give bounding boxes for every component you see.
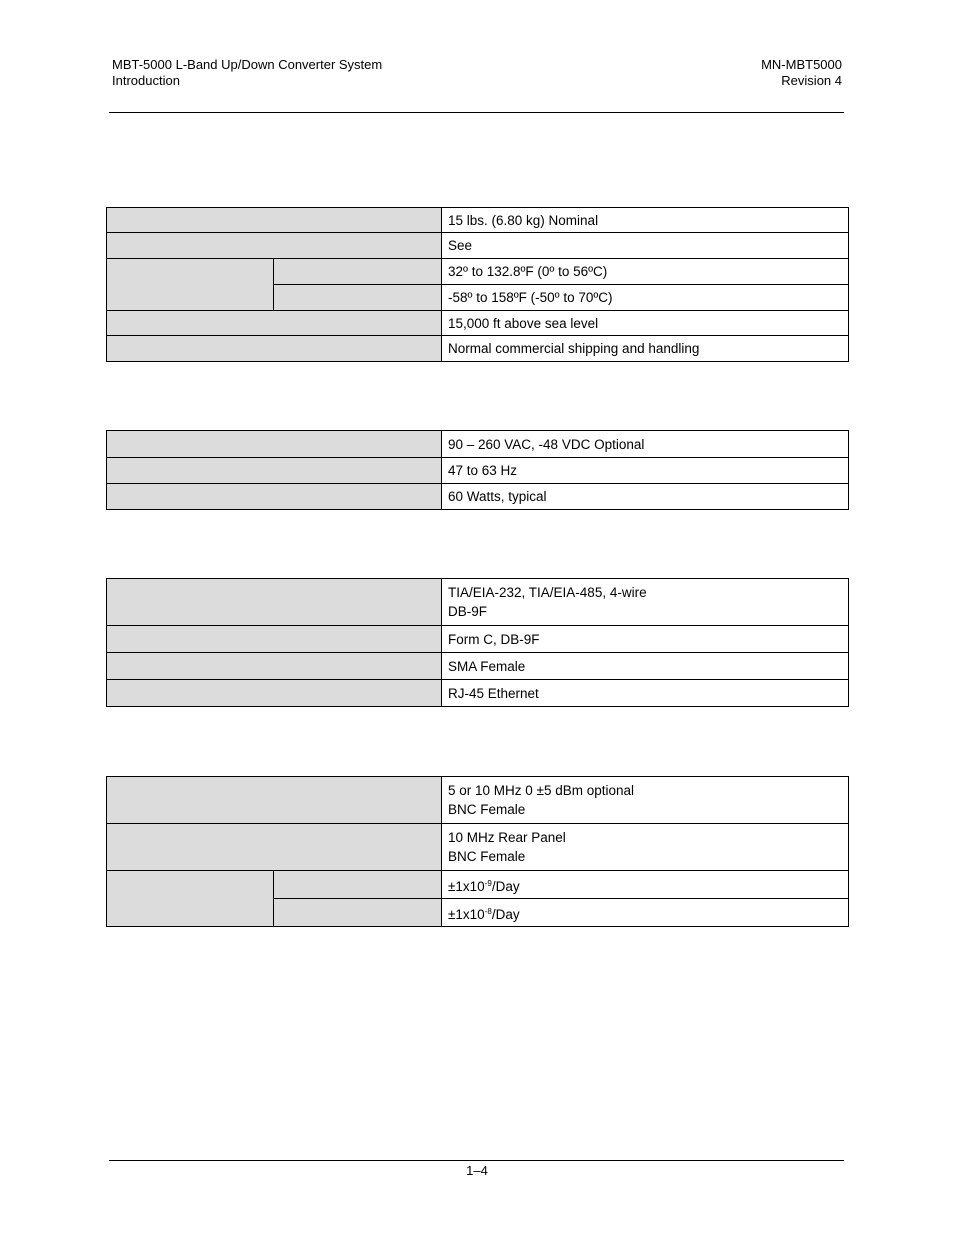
spec-label-cell: [107, 208, 442, 233]
spec-label-cell: [107, 458, 442, 484]
spec-sublabel-cell: [274, 285, 442, 311]
spec-label-cell: [107, 431, 442, 458]
page-number: 1–4: [466, 1163, 488, 1178]
reference-output-line: 10 MHz Rear Panel: [448, 830, 566, 845]
document-number: MN-MBT5000: [761, 57, 842, 72]
footer-rule: [109, 1160, 844, 1161]
spec-sublabel-cell: [274, 899, 442, 927]
dimensions-value: See: [442, 233, 849, 259]
interface-spec-table: [106, 578, 849, 707]
stability-unit: /Day: [491, 906, 520, 922]
stability-mantissa: ±1x10: [448, 878, 485, 894]
spec-label-cell: [107, 871, 274, 927]
stability-value-1: [442, 871, 849, 899]
external-reference-line: 5 or 10 MHz 0 ±5 dBm optional: [448, 783, 635, 798]
spec-label-cell: [107, 579, 442, 626]
input-frequency-value: 47 to 63 Hz: [442, 458, 849, 484]
environmental-spec-table: [106, 207, 849, 362]
reference-output-connector: BNC Female: [448, 849, 526, 864]
weight-value: 15 lbs. (6.80 kg) Nominal: [442, 208, 849, 233]
spec-label-cell: [107, 680, 442, 707]
shock-value: Normal commercial shipping and handling: [442, 336, 849, 362]
page-header-right: [761, 57, 842, 89]
remote-connector-line: DB-9F: [448, 604, 488, 619]
header-rule: [109, 112, 844, 113]
spec-sublabel-cell: [274, 871, 442, 899]
operating-temp-value: 32º to 132.8ºF (0º to 56ºC): [442, 259, 849, 285]
spec-label-cell: [107, 484, 442, 510]
reference-output-value: [442, 824, 849, 871]
power-consumption-value: 60 Watts, typical: [442, 484, 849, 510]
spec-label-cell: [107, 311, 442, 336]
stability-unit: /Day: [491, 878, 520, 894]
stability-exponent: -8: [484, 906, 492, 916]
external-reference-connector: BNC Female: [448, 802, 526, 817]
remote-interface-value: [442, 579, 849, 626]
spec-sublabel-cell: [274, 259, 442, 285]
stability-exponent: -9: [484, 878, 492, 888]
monitor-connector-value: SMA Female: [442, 653, 849, 680]
input-voltage-value: 90 – 260 VAC, -48 VDC Optional: [442, 431, 849, 458]
reference-spec-table: [106, 776, 849, 927]
spec-label-cell: [107, 626, 442, 653]
stability-mantissa: ±1x10: [448, 906, 485, 922]
page-header-left: [112, 57, 382, 89]
revision-label: Revision 4: [781, 73, 842, 88]
spec-label-cell: [107, 653, 442, 680]
storage-temp-value: -58º to 158ºF (-50º to 70ºC): [442, 285, 849, 311]
ethernet-connector-value: RJ-45 Ethernet: [442, 680, 849, 707]
document-title: MBT-5000 L-Band Up/Down Converter System: [112, 57, 383, 72]
section-name: Introduction: [112, 73, 180, 88]
spec-label-cell: [107, 824, 442, 871]
remote-interface-line: TIA/EIA-232, TIA/EIA-485, 4-wire: [448, 585, 647, 600]
spec-label-cell: [107, 777, 442, 824]
external-reference-value: [442, 777, 849, 824]
spec-label-cell: [107, 259, 274, 311]
spec-label-cell: [107, 336, 442, 362]
spec-label-cell: [107, 233, 442, 259]
altitude-value: 15,000 ft above sea level: [442, 311, 849, 336]
alarm-interface-value: Form C, DB-9F: [442, 626, 849, 653]
power-spec-table: [106, 430, 849, 510]
stability-value-2: [442, 899, 849, 927]
